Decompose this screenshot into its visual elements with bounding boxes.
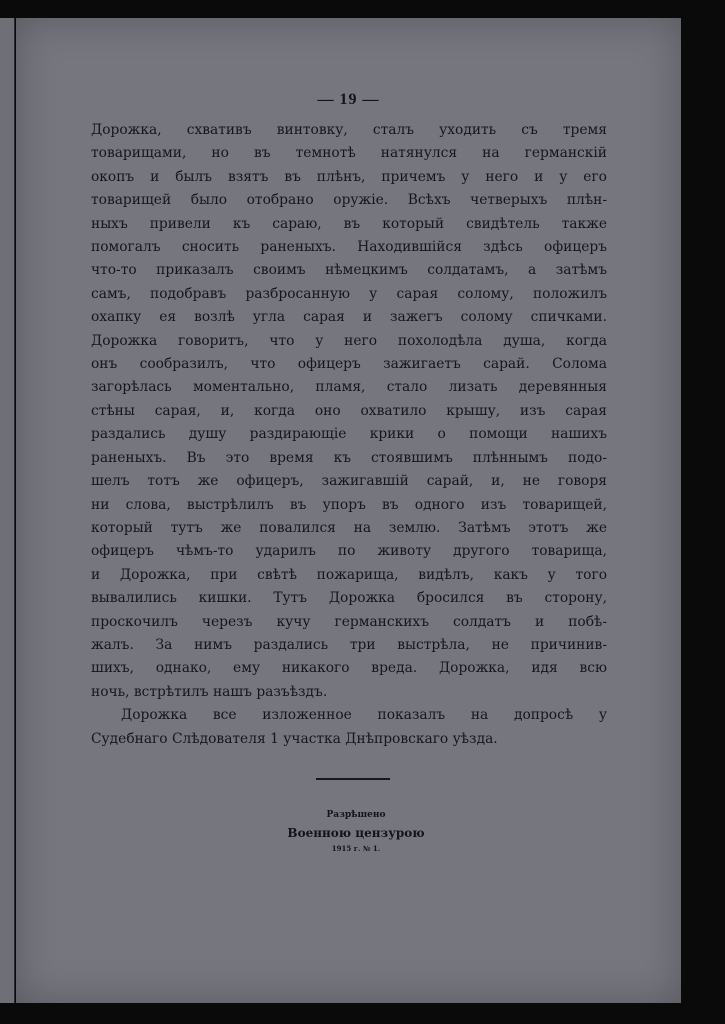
text-line: шихъ, однако, ему никакого вреда. Дорожка, идя всю [91,660,607,677]
censorship-stamp-line-1: Разрѣшено [326,810,386,820]
text-line: ныхъ привели къ сараю, въ который свидѣтель также [91,215,607,232]
text-line: вывалились кишки. Тутъ Дорожка бросился въ сторону, [91,590,607,607]
text-line: проскочилъ черезъ кучу германскихъ солдатъ и побѣ- [91,613,607,630]
text-line: жалъ. За нимъ раздались три выстрѣла, не причинив- [91,636,607,653]
text-line: помогалъ сносить раненыхъ. Находившійся здѣсь офицеръ [91,239,607,256]
text-line: Дорожка говоритъ, что у него похолодѣла душа, когда [91,332,607,349]
previous-page-edge [0,18,15,1003]
text-line: который тутъ же повалился на землю. Затѣмъ этотъ же [91,519,607,536]
text-line: Дорожка, схвативъ винтовку, сталъ уходить съ тремя [91,122,607,138]
text-line: офицеръ чѣмъ-то ударилъ по животу другого товарища, [91,543,607,560]
text-line: ни слова, выстрѣлилъ въ упоръ въ одного изъ товарищей, [91,496,607,513]
text-line: онъ сообразилъ, что офицеръ зажигаетъ сарай. Солома [91,356,607,373]
censorship-stamp-line-3: 1915 г. № 1. [331,844,381,853]
text-line: окопъ и былъ взятъ въ плѣнъ, причемъ у него и у его [91,168,607,185]
page-number: — 19 — [317,91,380,108]
text-line: охапку ея возлѣ угла сарая и зажегъ солому спичками. [91,309,607,326]
text-line: раздались душу раздирающіе крики о помощи нашихъ [91,426,607,443]
text-line: Дорожка все изложенное показалъ на допросѣ у [121,707,607,724]
text-line: стѣны сарая, и, когда оно охватило крышу, изъ сарая [91,402,607,419]
paragraph-2 [91,704,607,751]
text-line: и Дорожка, при свѣтѣ пожарища, видѣлъ, какъ у того [91,566,607,583]
text-line: Судебнаго Слѣдователя 1 участка Днѣпровскаго уѣзда. [91,730,498,747]
end-rule [316,778,390,780]
text-line: раненыхъ. Въ это время къ стоявшимъ плѣннымъ подо- [91,449,607,466]
text-line: что-то приказалъ своимъ нѣмецкимъ солдатамъ, а затѣмъ [91,262,607,279]
text-line: загорѣлась моментально, пламя, стало лизать деревянныя [91,379,607,396]
paragraph-1 [91,119,607,704]
text-line: шелъ тотъ же офицеръ, зажигавшій сарай, и, не говоря [91,473,607,490]
text-line: самъ, подобравъ разбросанную у сарая солому, положилъ [91,285,607,302]
text-line: товарищами, но въ темнотѣ натянулся на германскій [91,145,607,162]
text-line: товарищей было отобрано оружіе. Всѣхъ четверыхъ плѣн- [91,192,607,209]
body-text [91,119,607,751]
text-line: ночь, встрѣтилъ нашъ разъѣздъ. [91,683,328,700]
censorship-stamp-line-2: Военною цензурою [287,826,425,840]
book-page [16,18,681,1003]
